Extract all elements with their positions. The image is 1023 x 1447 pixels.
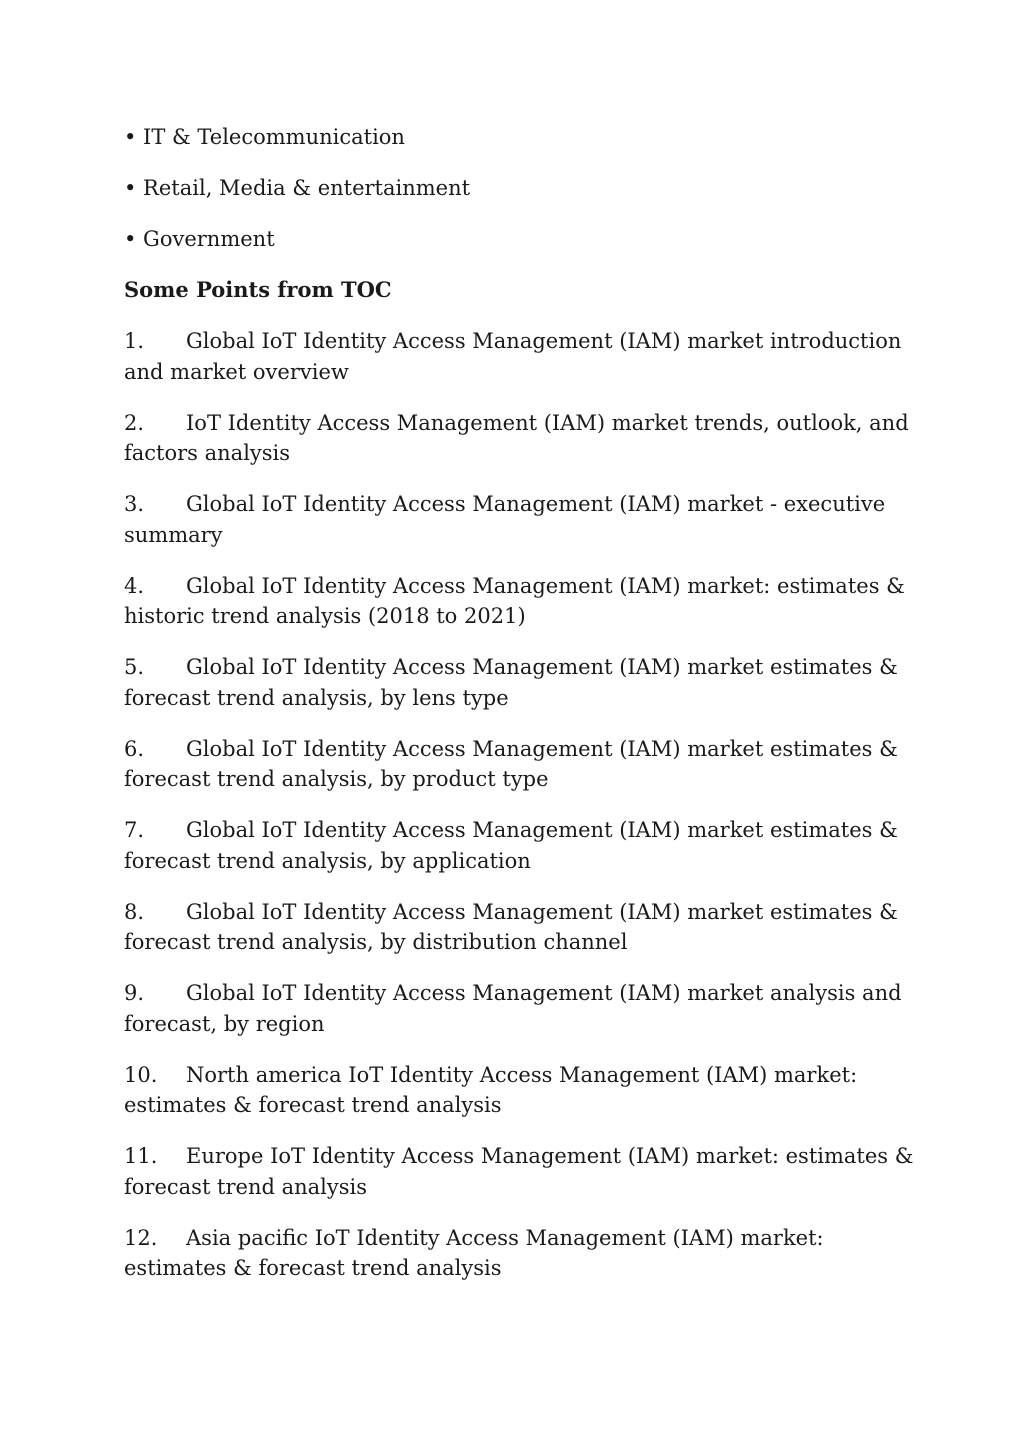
toc-text: Global IoT Identity Access Management (IAM) market introduction and market overview (124, 329, 902, 384)
toc-number: 6. (124, 736, 145, 761)
toc-number: 2. (124, 410, 145, 435)
document-page (124, 122, 914, 1304)
toc-number: 8. (124, 899, 145, 924)
toc-number: 7. (124, 818, 145, 842)
toc-text: North america IoT Identity Access Management (IAM) market: estimates & forecast trend analysis (124, 1062, 858, 1117)
toc-number: 9. (124, 981, 145, 1005)
bullet-item-government: • Government (124, 227, 275, 251)
toc-text: IoT Identity Access Management (IAM) market trends, outlook, and factors analysis (124, 410, 909, 465)
toc-text: Global IoT Identity Access Management (IAM) market: estimates & historic trend analysis (2018 to 2021) (124, 573, 905, 628)
toc-heading: Some Points from TOC (124, 277, 392, 302)
bullet-item-retail-media: • Retail, Media & entertainment (124, 176, 471, 200)
toc-number: 4. (124, 573, 145, 598)
toc-item-12 (124, 1223, 914, 1284)
toc-item-9 (124, 978, 914, 1039)
toc-number: 5. (124, 655, 145, 679)
toc-number: 3. (124, 492, 145, 516)
toc-number: 10. (124, 1062, 158, 1087)
toc-text: Global IoT Identity Access Management (IAM) market estimates & forecast trend analysis, by product type (124, 736, 898, 791)
toc-text: Global IoT Identity Access Management (IAM) market analysis and forecast, by region (124, 981, 902, 1036)
toc-text: Europe IoT Identity Access Management (IAM) market: estimates & forecast trend analysis (124, 1144, 914, 1199)
toc-item-10 (124, 1060, 914, 1121)
bullet-item-it-telecom: • IT & Telecommunication (124, 125, 405, 149)
toc-item-4 (124, 571, 914, 632)
toc-item-1 (124, 326, 914, 387)
toc-text: Global IoT Identity Access Management (IAM) market estimates & forecast trend analysis, by application (124, 818, 898, 873)
toc-item-11 (124, 1141, 914, 1202)
toc-text: Global IoT Identity Access Management (IAM) market estimates & forecast trend analysis, by lens type (124, 655, 898, 710)
toc-item-8 (124, 897, 914, 958)
toc-number: 1. (124, 329, 145, 353)
toc-item-6 (124, 734, 914, 795)
toc-number: 11. (124, 1144, 158, 1168)
toc-text: Asia pacific IoT Identity Access Management (IAM) market: estimates & forecast trend analysis (124, 1225, 824, 1280)
toc-item-3 (124, 489, 914, 550)
toc-item-7 (124, 815, 914, 876)
toc-text: Global IoT Identity Access Management (IAM) market - executive summary (124, 492, 886, 547)
toc-item-2 (124, 408, 914, 469)
toc-number: 12. (124, 1225, 158, 1250)
toc-item-5 (124, 652, 914, 713)
toc-text: Global IoT Identity Access Management (IAM) market estimates & forecast trend analysis, by distribution channel (124, 899, 898, 954)
